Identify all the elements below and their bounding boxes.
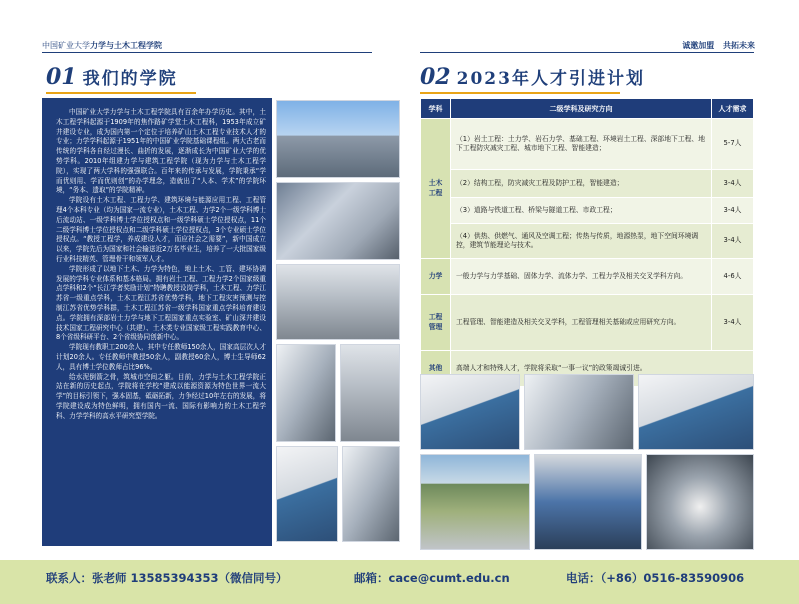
college-building-photo bbox=[276, 182, 400, 260]
campus-building-photo bbox=[276, 100, 400, 178]
campus-aerial-photo bbox=[420, 454, 530, 550]
demand-cell: 3-4人 bbox=[712, 170, 754, 198]
table-row bbox=[421, 259, 754, 295]
demand-cell: 3-4人 bbox=[712, 198, 754, 224]
researcher-photo-2 bbox=[420, 374, 520, 450]
direction-cell: （4）供热、供燃气、通风及空调工程；传热与传质，地源热泵，地下空间环境调控，建筑节能理论与技术。 bbox=[451, 223, 712, 258]
experiment-photo bbox=[524, 374, 634, 450]
intro-paragraph: 学院设有土木工程、工程力学、建筑环境与能源应用工程、工程管理4个本科专业（均为国家一流专业），土木工程、力学2个一级学科博士后流动站、一级学科博士学位授权点和一级学科硕士学位授权点，11个二级学科博士学位授权点和二级学科硕士学位授权点，3个专业硕士学位授权点。“教授工程学，养成建设人才，而应社会之需要”，新中国成立以来，学院先后为国家和社会输送近2万名毕业生，培养了一大批国家级行业科技精英、管理骨干和领军人才。 bbox=[56, 196, 266, 263]
college-intro-text bbox=[56, 108, 266, 422]
researcher-photo-1 bbox=[276, 446, 338, 542]
table-header: 人才需求 bbox=[712, 99, 754, 119]
machine-photo bbox=[534, 454, 642, 550]
contact-phone: 电话：（+86）0516-83590906 bbox=[566, 571, 745, 585]
table-row bbox=[421, 198, 754, 224]
section2-heading bbox=[420, 64, 645, 90]
researcher-photo-3 bbox=[638, 374, 754, 450]
section2-number: 02 bbox=[420, 64, 451, 90]
header-slogan: 诚邀加盟 共拓未来 bbox=[682, 41, 755, 50]
page-header bbox=[0, 0, 799, 48]
direction-cell: 工程管理、智能建造及相关交叉学科，工程管理相关基础或应用研究方向。 bbox=[451, 295, 712, 351]
header-divider-left bbox=[42, 52, 372, 53]
section2-underline bbox=[420, 92, 620, 94]
table-row bbox=[421, 119, 754, 170]
demand-cell: 3-4人 bbox=[712, 223, 754, 258]
demand-cell: 5-7人 bbox=[712, 119, 754, 170]
university-logo bbox=[42, 40, 162, 51]
direction-cell: 一般力学与力学基础、固体力学、流体力学、工程力学及相关交叉学科方向。 bbox=[451, 259, 712, 295]
college-name: 力学与土木工程学院 bbox=[90, 41, 162, 50]
demand-cell: 3-4人 bbox=[712, 295, 754, 351]
section2-title: 2023年人才引进计划 bbox=[456, 69, 645, 89]
equipment-hall-photo bbox=[340, 344, 400, 442]
section1-number: 01 bbox=[46, 64, 77, 90]
table-row bbox=[421, 295, 754, 351]
table-header: 学科 bbox=[421, 99, 451, 119]
recruitment-table bbox=[420, 98, 754, 387]
logo-script: 中国矿业大学 bbox=[42, 41, 90, 50]
section1-title: 我们的学院 bbox=[82, 69, 178, 89]
test-equipment-photo bbox=[276, 344, 336, 442]
direction-cell: （3）道路与铁道工程、桥梁与隧道工程、市政工程； bbox=[451, 198, 712, 224]
category-cell: 力学 bbox=[421, 259, 451, 295]
intro-paragraph: 学院现有教职工200余人，其中专任教师150余人，国家高层次人才计划20余人。专任教师中教授50余人，副教授60余人，博士生导师62人，具有博士学位教师占比96%。 bbox=[56, 343, 266, 371]
intro-paragraph: 学院形成了以地下土木、力学为特色，地上土木、工管、建环协调发展的学科专业体系和基本格局。拥有岩土工程、工程力学2个国家级重点学科和2个“长江学者奖励计划”特聘教授设岗学科，土木工程、力学江苏省一级重点学科，土木工程江苏省优势学科，地下工程灾害预测与控制江苏省优势学科群，土木工程江苏省一级学科国家重点学科培育建设点。学院拥有深部岩土力学与地下工程国家重点实验室、矿山深井建设技术国家工程研究中心（共建）、土木类专业国家级工程实践教育中心、8个省级科研平台、2个省级协同创新中心。 bbox=[56, 264, 266, 342]
contact-person: 联系人：张老师 13585394353（微信同号） bbox=[46, 571, 288, 585]
research-lab-photo bbox=[342, 446, 400, 542]
table-header-row bbox=[421, 99, 754, 119]
section1-underline bbox=[46, 92, 196, 94]
category-cell: 土木工程 bbox=[421, 119, 451, 259]
contact-email: 邮箱：cace@cumt.edu.cn bbox=[354, 571, 510, 585]
table-row bbox=[421, 170, 754, 198]
category-cell: 其他 bbox=[421, 351, 451, 387]
direction-cell: 高端人才和特殊人才，学院将采取“一事一议”的政策竭诚引进。 bbox=[451, 351, 754, 387]
direction-cell: （1）岩土工程：土力学、岩石力学、基础工程、环境岩土工程、深部地下工程、地下工程防灾减灾工程、城市地下工程、智能建造； bbox=[451, 119, 712, 170]
table-row bbox=[421, 223, 754, 258]
intro-paragraph: 中国矿业大学力学与土木工程学院具有百余年办学历史。其中，土木工程学科起源于1909年的焦作路矿学堂土木工程科，1953年成立矿井建设专业，成为国内第一个定位于培养矿山土木工程专业技术人才的专业；力学学科起源于1951年的中国矿业学院基础课程组。两大古老而传统的学科各自经过漫长、曲折的发展，逐渐成长为中国矿业大学的优势学科。2010年组建力学与建筑工程学院（现为力学与土木工程学院），实现了两大学科的强强联合。百年来的传承与发展，学院秉承“学而优则用、学而优则创”的办学理念，造就出了“人本、学术”的学院环境，“务本、遗取”的学院精神。 bbox=[56, 108, 266, 195]
demand-cell: 4-6人 bbox=[712, 259, 754, 295]
section1-heading bbox=[46, 64, 178, 90]
laboratory-photo bbox=[276, 264, 400, 340]
header-divider-right bbox=[420, 52, 754, 53]
direction-cell: （2）结构工程，防灾减灾工程及防护工程，智能建造； bbox=[451, 170, 712, 198]
intro-paragraph: 给水泥倒箭之骨，筑城市空间之躯。目前，力学与土木工程学院正站在新的历史起点，学院将在学校“建成以能源资源为特色世界一流大学”的目标引领下，强本固基，砥砺拓新，力争经过10年左右的发展，将学院建设成为特色鲜明，拥有国内一流、国际有影响力的土木工程学科、力学学科的高水平研究型学院。 bbox=[56, 372, 266, 420]
category-cell: 工程管理 bbox=[421, 295, 451, 351]
tunnel-photo bbox=[646, 454, 754, 550]
table-header: 二级学科及研究方向 bbox=[451, 99, 712, 119]
